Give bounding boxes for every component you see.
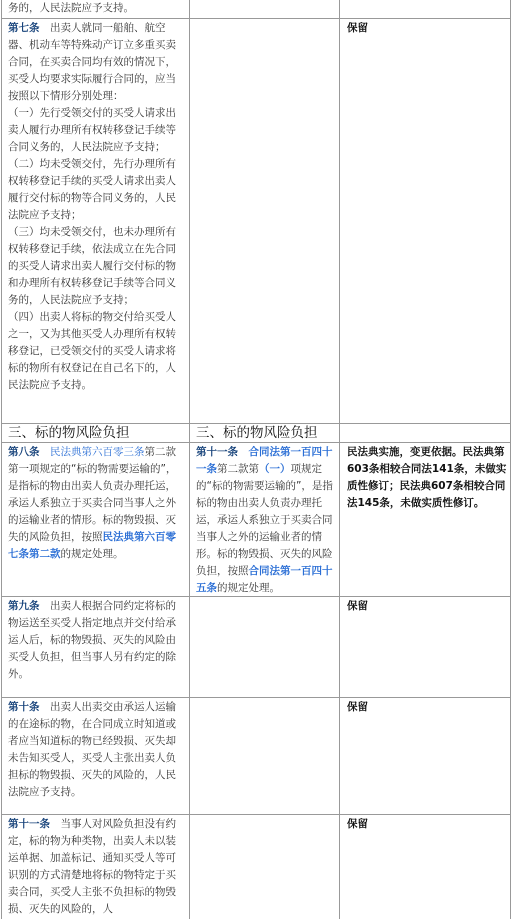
- art7-note: 保留: [347, 22, 368, 34]
- art9-body: 出卖人根据合同约定将标的物运送至买受人指定地点并交付给承运人后，标的物毁损、灭失的风险由买受人负担，但当事人另有约定的除外。: [8, 600, 176, 680]
- art10-left-cell: [2, 699, 188, 813]
- art11-body: 当事人对风险负担没有约定，标的物为种类物，出卖人未以装运单据、加盖标记、通知买受人等可识别的方式清楚地将标的物特定于买卖合同，买受人主张不负担标的物毁损、灭失的风险的，人: [8, 818, 176, 915]
- art11-left-cell: [2, 816, 188, 919]
- art8-note: 民法典实施，变更依据。民法典第603条相较合同法141条，未做实质性修订；民法典607条相较合同法145条，未做实质性修订。: [347, 446, 507, 509]
- art8-text2: 的规定处理。: [60, 548, 124, 560]
- art8-ref1[interactable]: 民法典第六百零三条: [50, 446, 145, 458]
- row0-left-cell: [2, 0, 188, 18]
- art7-note-cell: [341, 20, 509, 40]
- section3-left-header: [2, 424, 188, 442]
- art8-left-cell: [2, 444, 188, 594]
- art8-note-cell: [341, 444, 509, 594]
- art11old-mid-cell: [190, 444, 338, 594]
- art11-note: 保留: [347, 818, 368, 830]
- art11-note-cell: [341, 816, 509, 836]
- art8-ref2[interactable]: 民法典第六百零七条第二款: [8, 531, 176, 560]
- row0-tail-text: 务的，人民法院应予支持。: [8, 2, 134, 14]
- art7-label: 第七条: [8, 22, 40, 34]
- art11old-ref1[interactable]: 合同法第一百四十一条: [196, 446, 333, 475]
- art9-left-cell: [2, 598, 188, 696]
- art11-label: 第十一条: [8, 818, 50, 830]
- section3-mid-title: 三、标的物风险负担: [196, 425, 318, 441]
- art9-label: 第九条: [8, 600, 40, 612]
- art11old-label: 第十一条: [196, 446, 238, 458]
- art7-body: 出卖人就同一船舶、航空器、机动车等特殊动产订立多重买卖合同，在买卖合同均有效的情况下，买受人均要求实际履行合同的，应当按照以下情形分别处理： （一）先行受领交付的买受人请求出卖人履行办理所有权转移登记手续等合同义务的，人民法院应予支持； （二）均未受领交付，先行办理所有权转移登记手续的买受人请求出卖人履行交付标的物等合同义务的，人民法院应予支持； （三）均未受领交付，也未办理所有权转移登记手续，依法成立在先合同的买受人请求出卖人履行交付标的物和办理所有权转移登记手续等合同义务的，人民法院应予支持； （四）出卖人将标的物交付给买受人之一，又为其他买受人办理所有权转移登记，已受领交付的买受人请求将标的物所有权登记在自己名下的，人民法院应予支持。: [8, 22, 176, 391]
- section3-mid-header: [190, 424, 338, 442]
- art10-note-cell: [341, 699, 509, 719]
- art9-note: 保留: [347, 600, 368, 612]
- art11old-item-ref: （一）: [259, 463, 291, 475]
- art7-left-cell: [2, 20, 188, 422]
- art11old-ref2[interactable]: 合同法第一百四十五条: [196, 565, 333, 594]
- art10-note: 保留: [347, 701, 368, 713]
- art8-label: 第八条: [8, 446, 40, 458]
- art11old-text1: 第二款第: [217, 463, 259, 475]
- art11old-text3: 的规定处理。: [217, 582, 280, 594]
- art8-text1: 第二款第一项规定的“标的物需要运输的”，是指标的物由出卖人负责办理托运，承运人系独立于买卖合同当事人之外的运输业者的情形。标的物毁损、灭失的风险负担，按照: [8, 446, 177, 543]
- section3-left-title: 三、标的物风险负担: [8, 425, 130, 441]
- art11old-text2: 项规定的“标的物需要运输的”，是指标的物由出卖人负责办理托运，承运人系独立于买卖合同当事人之外的运输业者的情形。标的物毁损、灭失的风险负担，按照: [196, 463, 333, 577]
- art10-label: 第十条: [8, 701, 40, 713]
- art9-note-cell: [341, 598, 509, 618]
- art10-body: 出卖人出卖交由承运人运输的在途标的物，在合同成立时知道或者应当知道标的物已经毁损、灭失却未告知买受人，买受人主张出卖人负担标的物毁损、灭失的风险的，人民法院应予支持。: [8, 701, 176, 798]
